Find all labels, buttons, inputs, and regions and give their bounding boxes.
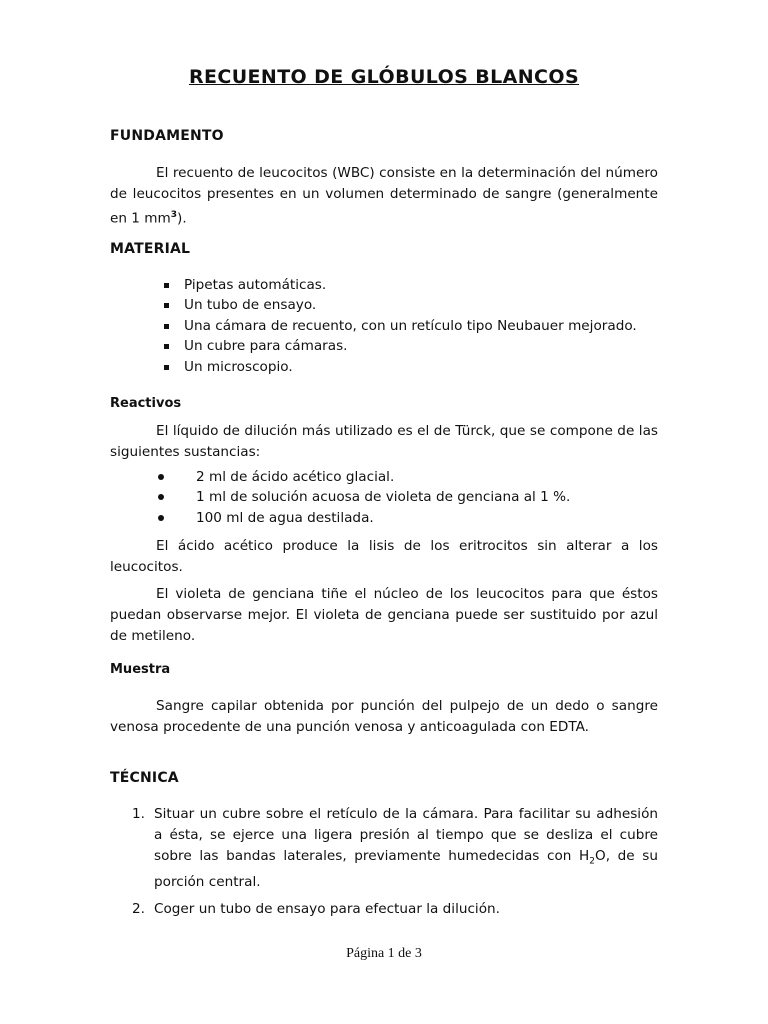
material-list	[160, 275, 637, 377]
step-subscript: 2	[589, 856, 596, 867]
bullet-icon	[164, 324, 169, 329]
muestra-paragraph: Sangre capilar obtenida por punción del pulpejo de un dedo o sangre venosa procedente de una punción venosa y anticoagulada con EDTA.	[110, 698, 658, 735]
heading-material: MATERIAL	[110, 241, 191, 257]
list-item-text: Un microscopio.	[184, 358, 293, 375]
list-item	[160, 357, 637, 377]
heading-muestra: Muestra	[110, 662, 171, 677]
step-text-end: O, de su porción central.	[154, 847, 658, 891]
fundamento-paragraph	[110, 163, 658, 230]
list-item-text: 2 ml de ácido acético glacial.	[196, 469, 395, 485]
step-text-main: Situar un cubre sobre el retículo de la cámara. Para facilitar su adhesión a ésta, se ejerce una ligera presión al tiempo que se desliza el cubre sobre las bandas laterales, previamente humedecidas con H	[154, 806, 658, 864]
step-number: 1.	[132, 806, 145, 822]
list-item-text: Un tubo de ensayo.	[184, 297, 317, 314]
list-item-text: Un cubre para cámaras.	[184, 338, 348, 355]
bullet-icon	[158, 494, 164, 500]
fundamento-text: El recuento de leucocitos (WBC) consiste en la determinación del número de leucocitos presentes en un volumen determinado de sangre (generalmente en 1 mm	[110, 165, 658, 227]
acido-acetico-paragraph: El ácido acético produce la lisis de los eritrocitos sin alterar a los leucocitos.	[110, 538, 658, 575]
bullet-icon	[158, 515, 164, 521]
step-text: Coger un tubo de ensayo para efectuar la dilución.	[154, 901, 500, 917]
page-title: RECUENTO DE GLÓBULOS BLANCOS	[188, 66, 580, 88]
heading-fundamento: FUNDAMENTO	[110, 128, 224, 144]
list-item	[160, 275, 637, 295]
bullet-icon	[164, 344, 169, 349]
step-number: 2.	[132, 901, 145, 917]
list-item-text: Pipetas automáticas.	[184, 277, 327, 293]
list-item-text: 1 ml de solución acuosa de violeta de genciana al 1 %.	[196, 489, 571, 506]
fundamento-superscript: 3	[170, 210, 178, 220]
tecnica-step-2	[132, 899, 658, 920]
tecnica-step-1	[132, 804, 658, 893]
list-item	[160, 467, 570, 487]
reactivos-list	[160, 467, 570, 528]
bullet-icon	[164, 303, 169, 308]
list-item	[160, 316, 637, 336]
reactivos-intro: El líquido de dilución más utilizado es el de Türck, que se compone de las siguientes sustancias:	[110, 423, 658, 460]
step-text	[154, 804, 658, 893]
list-item	[160, 295, 637, 315]
list-item-text: Una cámara de recuento, con un retículo tipo Neubauer mejorado.	[184, 317, 637, 334]
heading-reactivos: Reactivos	[110, 396, 182, 411]
list-item-text: 100 ml de agua destilada.	[196, 509, 374, 526]
page-number-footer: Página 1 de 3	[346, 946, 422, 961]
bullet-icon	[158, 474, 164, 480]
bullet-icon	[164, 283, 169, 288]
violeta-genciana-paragraph: El violeta de genciana tiñe el núcleo de los leucocitos para que éstos puedan observarse mejor. El violeta de genciana puede ser sustituido por azul de metileno.	[110, 586, 658, 644]
bullet-icon	[164, 365, 169, 370]
heading-tecnica: TÉCNICA	[110, 770, 179, 786]
list-item	[160, 336, 637, 356]
list-item	[160, 487, 570, 507]
fundamento-text-end: ).	[177, 210, 187, 227]
list-item	[160, 508, 570, 528]
